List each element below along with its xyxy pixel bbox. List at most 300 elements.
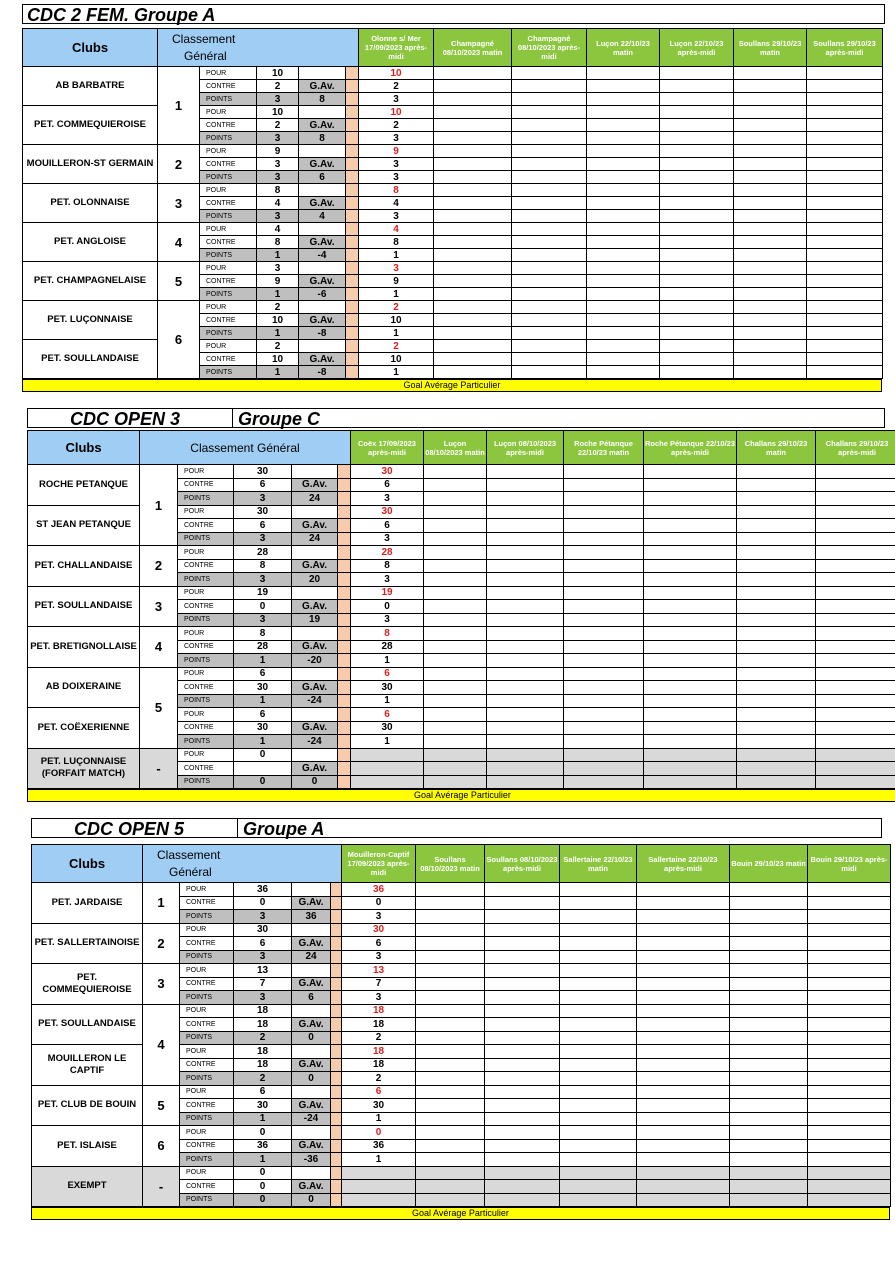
round-cell (730, 964, 808, 978)
row-label-points: POINTS (180, 1112, 234, 1126)
value-pour: 18 (234, 1004, 292, 1018)
round-cell (730, 896, 808, 910)
round-cell (434, 197, 512, 210)
round-cell (807, 197, 883, 210)
value-points: 1 (257, 249, 299, 262)
gav-value: 24 (292, 532, 338, 546)
round-cell (485, 883, 560, 897)
round-cell (737, 694, 816, 708)
round-cell (807, 314, 883, 327)
round-cell (512, 275, 587, 288)
round-cell (487, 748, 564, 762)
row-label-pour: POUR (178, 667, 234, 681)
gav-label: G.Av. (292, 977, 331, 991)
separator-bar (331, 991, 342, 1005)
value-contre: 2 (257, 119, 299, 132)
team-row (23, 340, 883, 353)
round-header: Olonne s/ Mer 17/09/2023 après-midi (359, 29, 434, 67)
round-cell (660, 353, 734, 366)
gav-spacer (299, 262, 346, 275)
round1-value: 2 (342, 1072, 416, 1086)
round-cell (637, 964, 730, 978)
round-cell (512, 262, 587, 275)
round-header: Mouilleron-Captif 17/09/2023 après-midi (342, 845, 416, 883)
round-cell (734, 301, 807, 314)
round-cell (737, 762, 816, 776)
round-cell (816, 681, 895, 695)
round-cell (416, 1166, 485, 1180)
round-cell (737, 613, 816, 627)
separator-bar (331, 1153, 342, 1167)
round-cell (416, 1126, 485, 1140)
round-cell (416, 991, 485, 1005)
round-cell (808, 1085, 891, 1099)
gav-label: G.Av. (299, 119, 346, 132)
round-header: Sallertaine 22/10/23 matin (560, 845, 637, 883)
rank: 3 (158, 184, 200, 223)
row-label-contre: CONTRE (200, 314, 257, 327)
team-row (23, 67, 883, 80)
round-cell (416, 883, 485, 897)
separator-bar (331, 1072, 342, 1086)
round-cell (512, 145, 587, 158)
gav-label: G.Av. (299, 80, 346, 93)
round-cell (644, 735, 737, 749)
row-label-contre: CONTRE (180, 1139, 234, 1153)
round-cell (485, 1072, 560, 1086)
round-cell (485, 1112, 560, 1126)
value-contre: 3 (257, 158, 299, 171)
gav-value: -6 (299, 288, 346, 301)
round-cell (487, 586, 564, 600)
value-points: 1 (234, 1153, 292, 1167)
round-cell (644, 613, 737, 627)
round1-value: 30 (351, 681, 424, 695)
round-cell (587, 340, 660, 353)
row-label-points: POINTS (200, 132, 257, 145)
round-cell (434, 80, 512, 93)
round-header: Soullans 08/10/2023 matin (416, 845, 485, 883)
round-cell (424, 573, 487, 587)
round-cell (424, 775, 487, 789)
round-cell (737, 600, 816, 614)
round-cell (660, 145, 734, 158)
round1-value: 0 (342, 896, 416, 910)
round1-value: 2 (359, 119, 434, 132)
round1-value: 18 (342, 1045, 416, 1059)
row-label-pour: POUR (178, 748, 234, 762)
round-cell (560, 1153, 637, 1167)
row-label-contre: CONTRE (200, 236, 257, 249)
round-cell (660, 210, 734, 223)
round-cell (808, 1193, 891, 1207)
row-label-points: POINTS (200, 249, 257, 262)
club-name: PET. JARDAISE (32, 883, 143, 924)
team-row (32, 883, 891, 897)
row-label-points: POINTS (180, 1031, 234, 1045)
team-row (32, 1085, 891, 1099)
round-cell (416, 937, 485, 951)
round-cell (424, 492, 487, 506)
round-cell (434, 288, 512, 301)
separator-bar (338, 721, 351, 735)
separator-bar (346, 353, 359, 366)
value-points: 0 (234, 775, 292, 789)
round1-value: 0 (342, 1126, 416, 1140)
value-contre: 7 (234, 977, 292, 991)
gav-spacer (292, 667, 338, 681)
gav-spacer (292, 1166, 331, 1180)
row-label-points: POINTS (200, 288, 257, 301)
round1-value: 6 (342, 1085, 416, 1099)
round-cell (424, 721, 487, 735)
round-cell (424, 640, 487, 654)
round-header: Champagné 08/10/2023 après-midi (512, 29, 587, 67)
round-cell (512, 158, 587, 171)
gav-label: G.Av. (292, 600, 338, 614)
round-cell (637, 1112, 730, 1126)
round-cell (560, 1004, 637, 1018)
separator-bar (338, 600, 351, 614)
round-cell (424, 667, 487, 681)
separator-bar (331, 950, 342, 964)
round-cell (637, 1058, 730, 1072)
gav-value: 0 (292, 775, 338, 789)
round-cell (808, 1004, 891, 1018)
round-cell (512, 314, 587, 327)
round1-value: 3 (342, 910, 416, 924)
round-cell (416, 910, 485, 924)
round1-value: 6 (351, 478, 424, 492)
round-cell (637, 1193, 730, 1207)
round1-value: 3 (351, 573, 424, 587)
round-cell (734, 288, 807, 301)
club-name: MOUILLERON LE CAPTIF (32, 1045, 143, 1086)
value-contre (234, 762, 292, 776)
round-cell (637, 1072, 730, 1086)
round-cell (807, 275, 883, 288)
round-cell (434, 223, 512, 236)
round-cell (424, 519, 487, 533)
separator-bar (346, 340, 359, 353)
value-points: 1 (257, 288, 299, 301)
round-header: Roche Pétanque 22/10/23 après-midi (644, 431, 737, 465)
club-name: PET. BRETIGNOLLAISE (28, 627, 140, 668)
round1-value: 2 (359, 80, 434, 93)
round-cell (424, 627, 487, 641)
round-cell (587, 327, 660, 340)
round-cell (730, 883, 808, 897)
round-cell (816, 600, 895, 614)
team-row (23, 106, 883, 119)
gav-label: G.Av. (292, 896, 331, 910)
round-header: Soullans 29/10/23 matin (734, 29, 807, 67)
round-cell (434, 184, 512, 197)
value-contre: 8 (257, 236, 299, 249)
round1-value: 8 (359, 236, 434, 249)
row-label-contre: CONTRE (180, 977, 234, 991)
round-cell (734, 171, 807, 184)
round-cell (808, 896, 891, 910)
round-cell (730, 1072, 808, 1086)
round-cell (485, 1045, 560, 1059)
round1-value: 1 (351, 735, 424, 749)
gav-value: -24 (292, 1112, 331, 1126)
round-cell (816, 465, 895, 479)
round-cell (512, 197, 587, 210)
round-cell (560, 964, 637, 978)
round-cell (730, 1153, 808, 1167)
round-cell (587, 93, 660, 106)
value-contre: 0 (234, 600, 292, 614)
row-label-contre: CONTRE (178, 600, 234, 614)
round-cell (734, 145, 807, 158)
round-cell (637, 1166, 730, 1180)
round-cell (416, 1031, 485, 1045)
round-cell (512, 93, 587, 106)
round-cell (564, 721, 644, 735)
round-cell (644, 465, 737, 479)
value-contre: 0 (234, 1180, 292, 1194)
round-cell (434, 275, 512, 288)
round-cell (487, 546, 564, 560)
round1-value: 3 (359, 171, 434, 184)
row-label-pour: POUR (200, 145, 257, 158)
round1-value: 9 (359, 275, 434, 288)
round-cell (424, 748, 487, 762)
value-points: 3 (257, 93, 299, 106)
round-cell (564, 708, 644, 722)
round-cell (637, 977, 730, 991)
round-cell (587, 275, 660, 288)
value-pour: 9 (257, 145, 299, 158)
separator-bar (346, 119, 359, 132)
round-cell (737, 573, 816, 587)
title-right-text: Groupe C (238, 409, 321, 429)
team-row (28, 546, 895, 560)
round-cell (737, 465, 816, 479)
row-label-contre: CONTRE (178, 478, 234, 492)
separator-bar (331, 1004, 342, 1018)
row-label-contre: CONTRE (200, 275, 257, 288)
round-cell (512, 301, 587, 314)
round-cell (564, 748, 644, 762)
round-cell (564, 613, 644, 627)
round-cell (416, 977, 485, 991)
round1-value: 3 (359, 132, 434, 145)
round1-value (342, 1180, 416, 1194)
row-label-points: POINTS (178, 775, 234, 789)
round-cell (816, 667, 895, 681)
separator-bar (338, 694, 351, 708)
general-label: Général (169, 864, 212, 879)
round-cell (487, 505, 564, 519)
club-name: PET. SOULLANDAISE (23, 340, 158, 379)
round-cell (660, 184, 734, 197)
round-cell (564, 478, 644, 492)
classement-label: Classement (157, 847, 221, 862)
gav-value: 0 (292, 1031, 331, 1045)
row-label-contre: CONTRE (178, 681, 234, 695)
rank: 2 (143, 923, 180, 964)
value-pour: 6 (234, 708, 292, 722)
round-cell (644, 573, 737, 587)
separator-bar (338, 762, 351, 776)
round1-value: 10 (359, 314, 434, 327)
row-label-contre: CONTRE (178, 640, 234, 654)
round-cell (737, 627, 816, 641)
clubs-header: Clubs (23, 29, 158, 67)
round-cell (416, 1193, 485, 1207)
rank: 4 (158, 223, 200, 262)
round-cell (660, 262, 734, 275)
round-cell (644, 654, 737, 668)
separator-bar (338, 573, 351, 587)
round-cell (512, 171, 587, 184)
round1-value: 19 (351, 586, 424, 600)
row-label-contre: CONTRE (180, 937, 234, 951)
round-cell (737, 559, 816, 573)
gav-value: -24 (292, 694, 338, 708)
separator-bar (338, 654, 351, 668)
round-cell (587, 262, 660, 275)
round1-value: 1 (351, 694, 424, 708)
round-cell (730, 1099, 808, 1113)
round-cell (816, 559, 895, 573)
team-row (28, 748, 895, 762)
value-contre: 30 (234, 721, 292, 735)
round-cell (734, 210, 807, 223)
value-pour: 13 (234, 964, 292, 978)
gav-value: 24 (292, 950, 331, 964)
separator-bar (331, 1139, 342, 1153)
round-cell (485, 1193, 560, 1207)
round-cell (807, 223, 883, 236)
round-cell (424, 586, 487, 600)
team-row (32, 964, 891, 978)
gav-value: 0 (292, 1193, 331, 1207)
round-cell (808, 1112, 891, 1126)
round1-value: 2 (359, 301, 434, 314)
round-cell (808, 1180, 891, 1194)
round-cell (560, 1099, 637, 1113)
round-header: Luçon 22/10/23 matin (587, 29, 660, 67)
value-points: 3 (257, 171, 299, 184)
round-cell (644, 505, 737, 519)
round-cell (734, 223, 807, 236)
round-cell (416, 1139, 485, 1153)
value-pour: 3 (257, 262, 299, 275)
row-label-pour: POUR (200, 262, 257, 275)
value-points: 3 (234, 573, 292, 587)
separator-bar (331, 1193, 342, 1207)
round-cell (512, 249, 587, 262)
round-cell (485, 1004, 560, 1018)
club-name: PET. SALLERTAINOISE (32, 923, 143, 964)
section-title (22, 4, 885, 24)
round-cell (660, 366, 734, 379)
gav-label: G.Av. (292, 640, 338, 654)
gav-spacer (292, 465, 338, 479)
separator-bar (338, 586, 351, 600)
gav-spacer (292, 883, 331, 897)
round-cell (637, 1031, 730, 1045)
section-title (27, 408, 885, 428)
round-cell (730, 937, 808, 951)
gav-label: G.Av. (292, 762, 338, 776)
value-pour: 4 (257, 223, 299, 236)
value-pour: 10 (257, 106, 299, 119)
round1-value: 2 (359, 340, 434, 353)
rank: 3 (140, 586, 178, 627)
value-pour: 8 (257, 184, 299, 197)
value-contre: 30 (234, 1099, 292, 1113)
round1-value: 18 (342, 1004, 416, 1018)
round1-value: 8 (359, 184, 434, 197)
round-cell (512, 132, 587, 145)
round1-value: 6 (351, 667, 424, 681)
round-cell (816, 478, 895, 492)
value-points: 3 (234, 613, 292, 627)
round-cell (816, 519, 895, 533)
round-cell (512, 340, 587, 353)
round-cell (807, 93, 883, 106)
round-cell (487, 775, 564, 789)
round-cell (424, 600, 487, 614)
round-cell (564, 627, 644, 641)
round-cell (807, 340, 883, 353)
round1-value: 28 (351, 546, 424, 560)
gav-label: G.Av. (292, 1018, 331, 1032)
round-cell (487, 694, 564, 708)
classement-label: Classement (172, 31, 236, 46)
section-title (31, 818, 882, 838)
value-pour: 30 (234, 465, 292, 479)
separator-bar (331, 1058, 342, 1072)
round1-value: 3 (359, 262, 434, 275)
value-points: 3 (257, 210, 299, 223)
rank: 2 (140, 546, 178, 587)
round-cell (560, 1112, 637, 1126)
round-cell (734, 67, 807, 80)
separator-bar (346, 132, 359, 145)
gav-spacer (292, 505, 338, 519)
round1-value: 10 (359, 106, 434, 119)
separator-bar (331, 896, 342, 910)
separator-bar (346, 275, 359, 288)
row-label-pour: POUR (180, 1166, 234, 1180)
round-cell (434, 353, 512, 366)
separator-bar (338, 708, 351, 722)
round-cell (587, 197, 660, 210)
round-cell (807, 132, 883, 145)
separator-bar (338, 640, 351, 654)
round-cell (737, 478, 816, 492)
separator-bar (346, 262, 359, 275)
round-cell (587, 314, 660, 327)
rank: - (143, 1166, 180, 1207)
round-cell (434, 145, 512, 158)
round-cell (416, 923, 485, 937)
round-header: Champagné 08/10/2023 matin (434, 29, 512, 67)
row-label-contre: CONTRE (180, 1058, 234, 1072)
club-name: PET. CHAMPAGNELAISE (23, 262, 158, 301)
round1-value: 3 (351, 613, 424, 627)
round-cell (434, 249, 512, 262)
gav-spacer (299, 145, 346, 158)
round-cell (560, 950, 637, 964)
round-cell (730, 1058, 808, 1072)
